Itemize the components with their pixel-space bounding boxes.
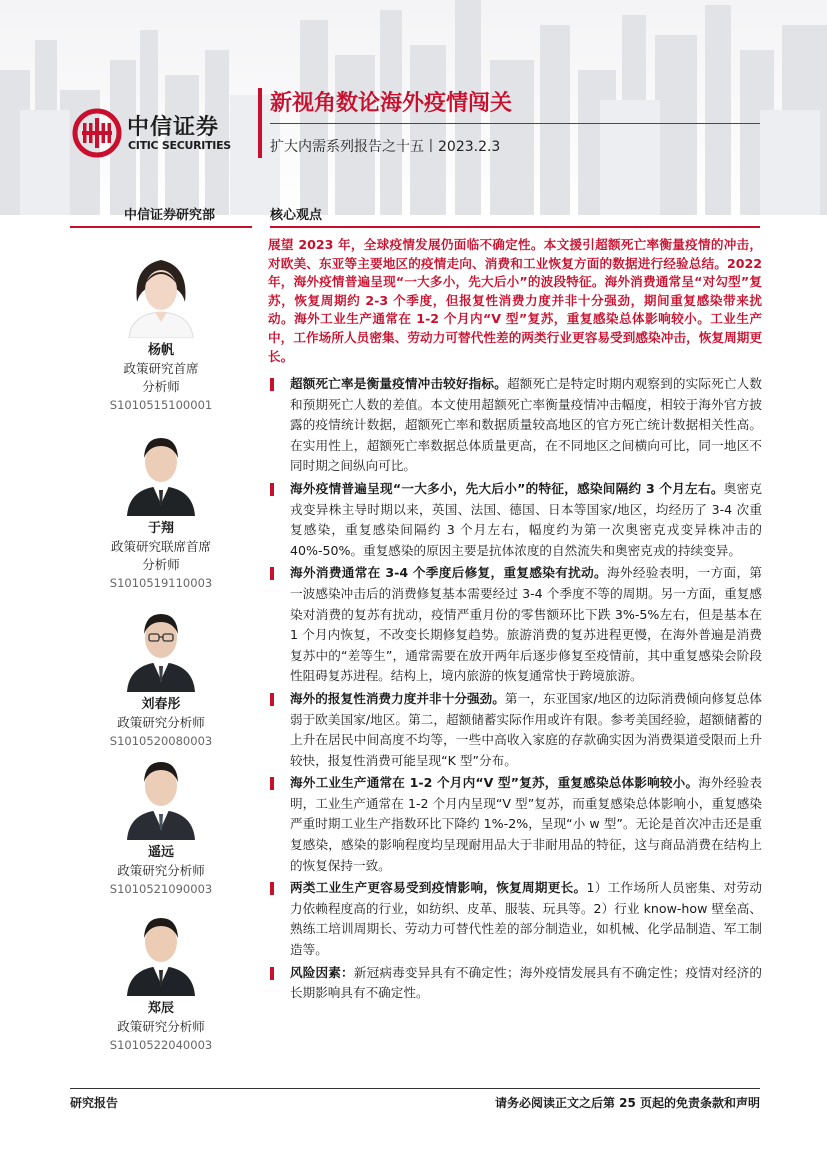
dept-divider	[70, 226, 252, 228]
analyst-photo-icon	[119, 904, 203, 996]
footer-disclaimer: 请务必阅读正文之后第 25 页起的免责条款和声明	[494, 1096, 760, 1110]
title-divider	[270, 123, 760, 124]
key-point-body: 海外经验表明，一方面，第一波感染冲击后的消费修复基本需要经过 3-4 个季度不等的周期。另一方面，重复感染对消费的复苏有扰动，疫情严重月份的零售额环比下跌 3%-5%左右，但是基本在 1 个月内恢复，不改变长期修复趋势。旅游消费的复苏进程更慢，在海外普遍是消费复苏中的“差等生”，通常需要在放开两年后逐步修复至疫情前，其中重复感染会阶段性阻碍复苏进程。结构上，境内旅游的恢复通常快于跨境旅游。	[290, 565, 763, 684]
core-view-label: 核心观点	[270, 208, 323, 223]
key-point	[268, 878, 762, 960]
analyst-role: 政策研究分析师	[117, 863, 205, 878]
core-divider	[270, 226, 760, 228]
analyst-role-secondary: 分析师	[142, 379, 180, 394]
key-point	[268, 689, 762, 771]
key-point-lead: 海外的报复性消费力度并非十分强劲。	[290, 690, 505, 706]
bullet-marker-icon	[270, 693, 274, 706]
analyst-card	[70, 246, 252, 414]
analyst-cert-number: S1010521090003	[109, 882, 213, 896]
bullet-marker-icon	[270, 882, 274, 895]
key-point-body: 新冠病毒变异具有不确定性；海外疫情发展具有不确定性；疫情对经济的长期影响具有不确定性。	[290, 964, 763, 1001]
analyst-card	[70, 904, 252, 1054]
analyst-card	[70, 748, 252, 898]
key-point-body: 超额死亡是特定时期内观察到的实际死亡人数和预期死亡人数的差值。本文使用超额死亡率衡量疫情冲击幅度，相较于海外官方披露的疫情统计数据，超额死亡率和数据质量较高地区的官方死亡统计数据相关性高。在实用性上，超额死亡率数据总体质量更高，在不同地区之间横向可比，同一地区不同时期之间纵向可比。	[290, 376, 763, 474]
footer-divider	[70, 1088, 760, 1089]
key-point-body: 1）工作场所人员密集、对劳动力依赖程度高的行业，如纺织、皮革、服装、玩具等。2）行业 know-how 壁垒高、熟练工培训周期长、劳动力可替代性差的部分制造业，如机械、化学品制造、军工制造等。	[290, 880, 763, 958]
dept-label: 中信证券研究部	[124, 208, 216, 223]
citic-emblem-icon	[72, 108, 122, 158]
key-point-lead: 超额死亡率是衡量疫情冲击较好指标。	[290, 376, 507, 391]
title-accent-bar	[258, 88, 262, 158]
key-point-body: 海外经验表明，工业生产通常在 1-2 个月内呈现“V 型”复苏，而重复感染总体影响小，重复感染严重时期工业生产指数环比下降约 1%-2%，呈现“小 w 型”。无论是首次冲击还是重复感染，感染的影响程度均呈现耐用品大于非耐用品的特征，这与商品消费在结构上的恢复保持一致。	[290, 775, 762, 873]
analyst-role: 政策研究分析师	[117, 1019, 205, 1034]
key-point-lead: 风险因素：	[290, 964, 354, 980]
key-point-lead: 海外疫情普遍呈现“一大多小，先大后小”的特征，感染间隔约 3 个月左右。	[290, 480, 724, 496]
logo-chinese-text: 中信证券	[127, 115, 220, 140]
key-point	[268, 374, 762, 477]
analyst-photo-icon	[119, 424, 203, 516]
key-point	[268, 773, 762, 876]
key-points-list	[268, 374, 762, 1006]
analyst-name: 刘春彤	[141, 697, 181, 712]
analyst-card	[70, 424, 252, 592]
key-point-body: 奥密克戎变异株主导时期以来，英国、法国、德国、日本等国家/地区，均经历了 3-4 次重复感染，重复感染间隔约 3 个月左右，幅度约为第一次奥密克戎变异株冲击的 40%-50%。重复感染的原因主要是抗体浓度的自然流失和奥密克戎的持续变异。	[290, 480, 762, 558]
key-point	[268, 479, 762, 561]
analyst-role: 政策研究联席首席	[110, 539, 211, 554]
analyst-photo-icon	[119, 600, 203, 692]
analyst-cert-number: S1010520080003	[109, 734, 213, 748]
analyst-name: 郑辰	[147, 1001, 174, 1016]
analyst-cert-number: S1010519110003	[109, 576, 213, 590]
logo-english-text: CITIC SECURITIES	[128, 139, 231, 152]
bullet-marker-icon	[270, 777, 274, 790]
analyst-photo-icon	[119, 246, 203, 338]
analyst-name: 杨帆	[147, 343, 174, 358]
analyst-role: 政策研究分析师	[117, 715, 205, 730]
citic-logo	[72, 108, 262, 158]
key-point-lead: 海外消费通常在 3-4 个季度后修复，重复感染有扰动。	[290, 565, 608, 581]
key-point-lead: 两类工业生产更容易受到疫情影响，恢复周期更长。	[290, 880, 587, 896]
key-point	[268, 563, 762, 687]
analyst-role-secondary: 分析师	[142, 557, 180, 572]
analyst-photo-icon	[119, 748, 203, 840]
analyst-cert-number: S1010515100001	[109, 398, 213, 412]
analyst-name: 于翔	[147, 521, 174, 536]
report-subtitle: 扩大内需系列报告之十五丨2023.2.3	[270, 139, 501, 155]
bullet-marker-icon	[270, 567, 274, 580]
analyst-cert-number: S1010522040003	[109, 1038, 213, 1052]
analyst-card	[70, 600, 252, 750]
bullet-marker-icon	[270, 967, 274, 980]
analyst-role: 政策研究首席	[123, 361, 199, 376]
analyst-name: 遥远	[147, 845, 174, 860]
key-point-lead: 海外工业生产通常在 1-2 个月内“V 型”复苏，重复感染总体影响较小。	[290, 775, 699, 791]
report-title: 新视角数论海外疫情闯关	[270, 91, 513, 116]
key-point-body: 第一，东亚国家/地区的边际消费倾向修复总体弱于欧美国家/地区。第二，超额储蓄实际作用或许有限。参考美国经验，超额储蓄的上升在居民中间高度不均等，一些中高收入家庭的存款确实因为消费渠道受限而上升较快，报复性消费可能呈现“K 型”分布。	[290, 690, 763, 768]
key-point	[268, 963, 762, 1004]
bullet-marker-icon	[270, 483, 274, 496]
core-summary: 展望 2023 年，全球疫情发展仍面临不确定性。本文援引超额死亡率衡量疫情的冲击，对欧美、东亚等主要地区的疫情走向、消费和工业恢复方面的数据进行经验总结。2022 年，海外疫情普遍呈现“一大多小，先大后小”的波段特征。海外消费通常呈“对勾型”复苏，恢复周期约 2-3 个季度，但报复性消费力度并非十分强劲，期间重复感染带来扰动。海外工业生产通常在 1-2 个月内“V 型”复苏，重复感染总体影响较小。工业生产中，工作场所人员密集、劳动力可替代性差的两类行业更容易受到感染冲击，恢复周期更长。	[268, 237, 762, 364]
footer-report-type: 研究报告	[70, 1096, 119, 1110]
bullet-marker-icon	[270, 378, 274, 391]
